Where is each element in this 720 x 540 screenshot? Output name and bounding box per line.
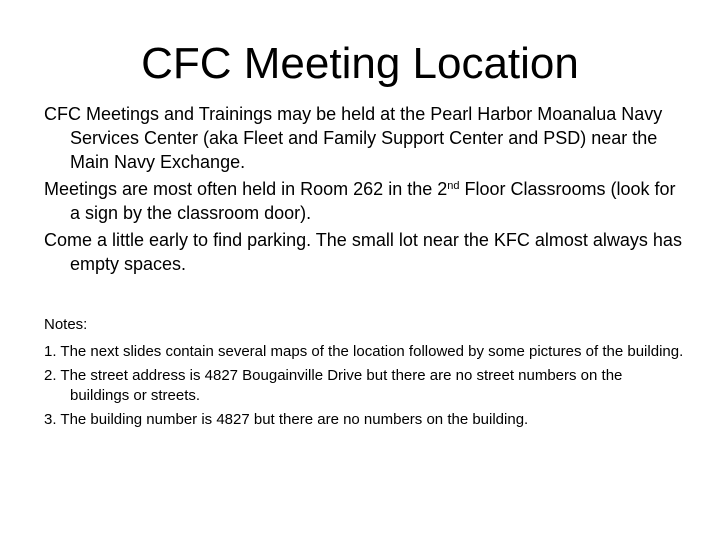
room-text-start: Meetings are most often held in Room 262 in the 2 [44,179,448,199]
note-street-address: 2. The street address is 4827 Bougainville Drive but there are no street numbers on the buildings or streets. [44,367,623,404]
paragraph-meeting-venue: CFC Meetings and Trainings may be held at the Pearl Harbor Moanalua Navy Services Center (aka Fleet and Family Support Center and PSD) near the Main Navy Exchange. [44,104,663,172]
note-maps: 1. The next slides contain several maps of the location followed by some pictures of the building. [44,343,684,360]
slide-body [44,102,684,434]
note-building-number: 3. The building number is 4827 but there are no numbers on the building. [44,411,529,428]
slide-title: CFC Meeting Location [141,39,579,88]
ordinal-suffix: nd [447,180,460,192]
paragraph-meeting-room [44,177,684,225]
paragraph-parking: Come a little early to find parking. The small lot near the KFC almost always has empty spaces. [44,230,682,274]
notes-heading: Notes: [44,316,88,333]
room-text-end: Floor Classrooms (look for a sign by the classroom door). [70,179,676,223]
section-spacer [44,279,684,315]
